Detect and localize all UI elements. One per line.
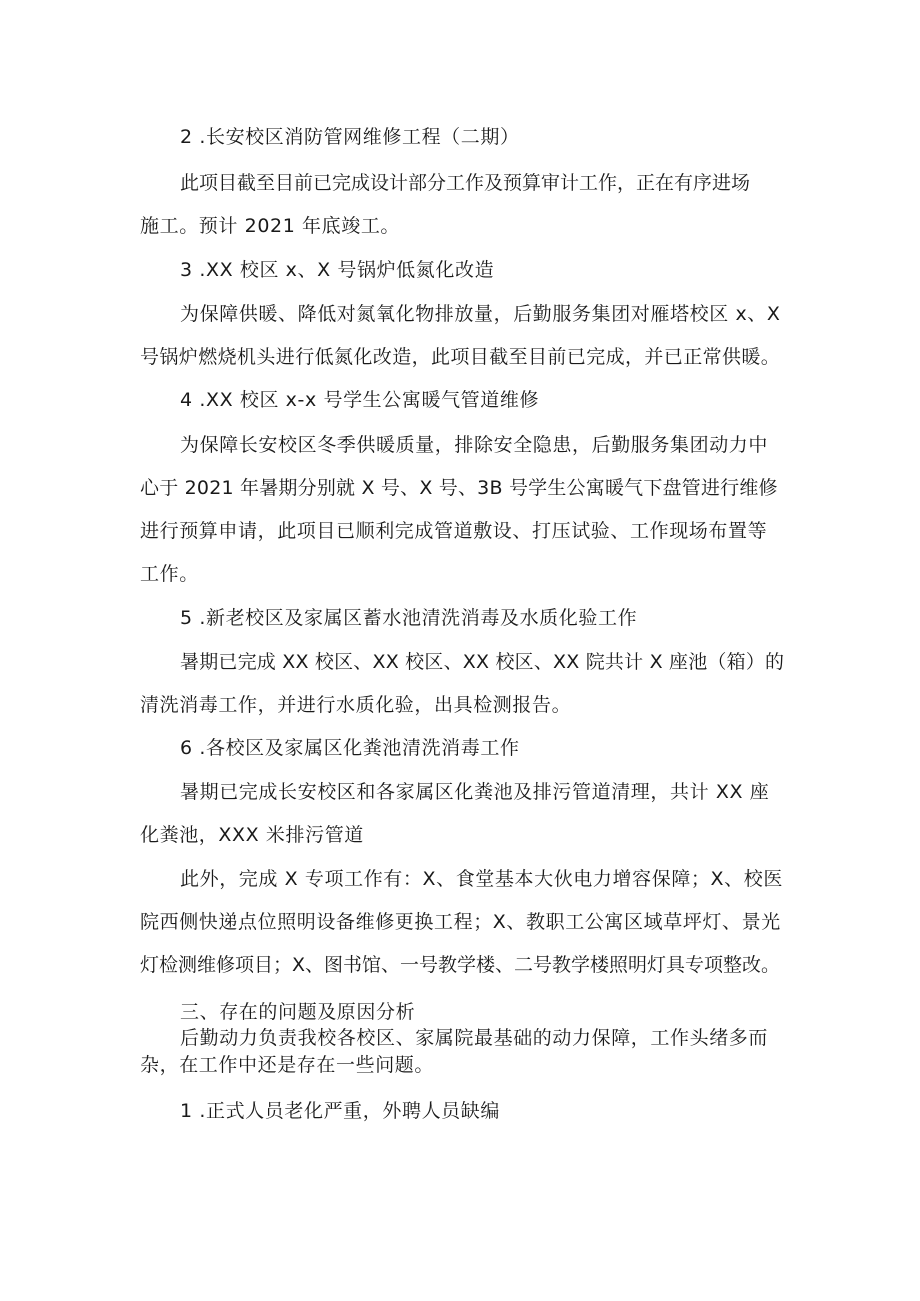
paragraph-line: 此外，完成 X 专项工作有：X、食堂基本大伙电力增容保障；X、校医 <box>180 868 783 890</box>
paragraph-line: 施工。预计 2021 年底竣工。 <box>140 215 401 237</box>
paragraph-line: 后勤动力负责我校各校区、家属院最基础的动力保障，工作头绪多而 <box>180 1027 769 1049</box>
item-heading-3: 3 .XX 校区 x、X 号锅炉低氮化改造 <box>180 259 495 281</box>
item-heading-6: 6 .各校区及家属区化粪池清洗消毒工作 <box>180 737 520 759</box>
item-heading-2: 2 .长安校区消防管网维修工程（二期） <box>180 126 520 148</box>
section-title: 三、存在的问题及原因分析 <box>180 1001 416 1023</box>
paragraph-line: 暑期已完成 XX 校区、XX 校区、XX 校区、XX 院共计 X 座池（箱）的 <box>180 651 785 673</box>
paragraph-line: 进行预算申请，此项目已顺利完成管道敷设、打压试验、工作现场布置等 <box>140 520 768 542</box>
paragraph-line: 暑期已完成长安校区和各家属区化粪池及排污管道清理，共计 XX 座 <box>180 781 770 803</box>
item-heading-4: 4 .XX 校区 x-x 号学生公寓暖气管道维修 <box>180 389 540 411</box>
paragraph-line: 号锅炉燃烧机头进行低氮化改造，此项目截至目前已完成，并已正常供暖。 <box>140 346 781 368</box>
paragraph-line: 化粪池，XXX 米排污管道 <box>140 824 364 846</box>
paragraph-line: 杂，在工作中还是存在一些问题。 <box>140 1054 435 1076</box>
item-heading-5: 5 .新老校区及家属区蓄水池清洗消毒及水质化验工作 <box>180 607 638 629</box>
paragraph-line: 工作。 <box>140 563 199 585</box>
item-heading-section-1: 1 .正式人员老化严重，外聘人员缺编 <box>180 1100 500 1122</box>
paragraph-line: 为保障供暖、降低对氮氧化物排放量，后勤服务集团对雁塔校区 x、X <box>180 303 781 325</box>
paragraph-line: 此项目截至目前已完成设计部分工作及预算审计工作，正在有序进场 <box>180 172 751 194</box>
paragraph-line: 为保障长安校区冬季供暖质量，排除安全隐患，后勤服务集团动力中 <box>180 434 769 456</box>
paragraph-line: 院西侧快递点位照明设备维修更换工程；X、教职工公寓区域草坪灯、景光 <box>140 911 781 933</box>
paragraph-line: 灯检测维修项目；X、图书馆、一号教学楼、二号教学楼照明灯具专项整改。 <box>140 954 781 976</box>
paragraph-line: 清洗消毒工作，并进行水质化验，出具检测报告。 <box>140 694 572 716</box>
paragraph-line: 心于 2021 年暑期分别就 X 号、X 号、3B 号学生公寓暖气下盘管进行维修 <box>140 477 778 499</box>
